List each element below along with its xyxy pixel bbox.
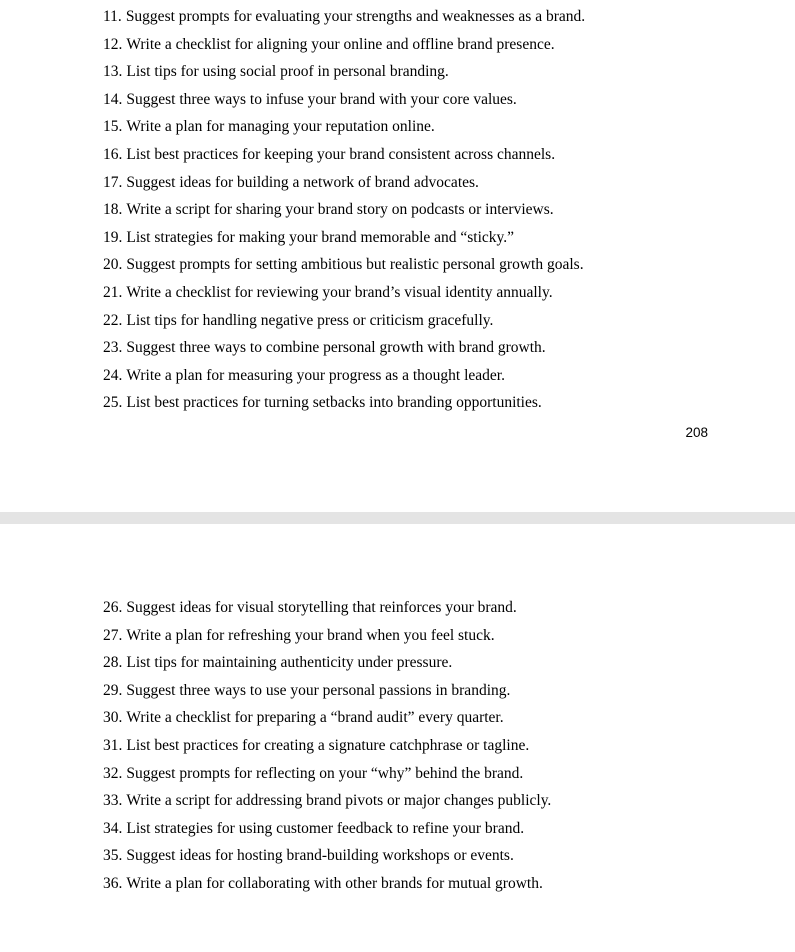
list-item-text: Suggest three ways to use your personal passions in branding. xyxy=(126,681,511,699)
list-item xyxy=(0,196,795,224)
list-item-text: List tips for maintaining authenticity under pressure. xyxy=(126,654,453,672)
list-item-number: 32. xyxy=(103,764,123,782)
list-item xyxy=(0,870,795,898)
list-item-text: List best practices for keeping your brand consistent across channels. xyxy=(126,145,556,163)
list-item-text: Write a plan for collaborating with other brands for mutual growth. xyxy=(126,874,543,892)
page-number: 208 xyxy=(685,425,708,440)
list-item xyxy=(0,86,795,114)
page-separator xyxy=(0,512,795,524)
list-item-text: List strategies for making your brand memorable and “sticky.” xyxy=(126,228,515,246)
list-item-text: Suggest prompts for reflecting on your “why” behind the brand. xyxy=(126,764,524,782)
list-item xyxy=(0,677,795,705)
page-2 xyxy=(0,524,795,940)
list-item xyxy=(0,732,795,760)
list-item xyxy=(0,704,795,732)
prompt-list-page-1 xyxy=(0,0,795,417)
list-item xyxy=(0,251,795,279)
list-item-number: 26. xyxy=(103,599,123,616)
list-item-text: Write a plan for managing your reputation online. xyxy=(126,118,435,136)
list-item xyxy=(0,141,795,169)
list-item-number: 24. xyxy=(103,366,123,384)
list-item-text: Write a plan for refreshing your brand when you feel stuck. xyxy=(126,626,495,644)
list-item-text: Write a checklist for aligning your online and offline brand presence. xyxy=(126,35,555,53)
list-item-number: 17. xyxy=(103,173,123,191)
list-item xyxy=(0,760,795,788)
list-item-number: 30. xyxy=(103,709,123,727)
list-item-number: 29. xyxy=(103,681,123,699)
list-item-number: 35. xyxy=(103,847,123,865)
list-item-text: List best practices for turning setbacks into branding opportunities. xyxy=(126,394,542,412)
list-item-number: 22. xyxy=(103,311,123,329)
list-item xyxy=(0,58,795,86)
list-item-number: 21. xyxy=(103,283,123,301)
list-item xyxy=(0,842,795,870)
list-item-text: Suggest ideas for building a network of brand advocates. xyxy=(126,173,479,191)
list-item xyxy=(0,594,795,622)
list-item-text: Suggest three ways to infuse your brand with your core values. xyxy=(126,90,517,108)
list-item xyxy=(0,787,795,815)
list-item-number: 31. xyxy=(103,736,123,754)
list-item-number: 19. xyxy=(103,228,123,246)
list-item xyxy=(0,334,795,362)
list-item xyxy=(0,31,795,59)
list-item xyxy=(0,279,795,307)
list-item-number: 15. xyxy=(103,118,123,136)
list-item-text: Suggest three ways to combine personal growth with brand growth. xyxy=(126,339,546,357)
list-item-number: 36. xyxy=(103,874,123,892)
list-item-text: List best practices for creating a signature catchphrase or tagline. xyxy=(126,736,530,754)
list-item-text: Write a script for addressing brand pivots or major changes publicly. xyxy=(126,792,552,810)
list-item xyxy=(0,307,795,335)
list-item-text: Suggest ideas for hosting brand-building workshops or events. xyxy=(126,847,514,865)
list-item-text: Write a script for sharing your brand story on podcasts or interviews. xyxy=(126,201,554,219)
list-item xyxy=(0,224,795,252)
list-item-number: 33. xyxy=(103,792,123,810)
list-item-text: Write a plan for measuring your progress as a thought leader. xyxy=(126,366,505,384)
list-item xyxy=(0,362,795,390)
list-item-number: 23. xyxy=(103,339,123,357)
list-item-text: List tips for handling negative press or criticism gracefully. xyxy=(126,311,494,329)
list-item-number: 20. xyxy=(103,256,123,274)
list-item-number: 12. xyxy=(103,35,123,53)
list-item-number: 16. xyxy=(103,145,123,163)
list-item-text: Write a checklist for reviewing your brand’s visual identity annually. xyxy=(126,283,553,301)
list-item xyxy=(0,389,795,417)
list-item xyxy=(0,113,795,141)
list-item-number: 13. xyxy=(103,63,123,81)
list-item-text: Suggest prompts for setting ambitious but realistic personal growth goals. xyxy=(126,256,584,274)
list-item-number: 34. xyxy=(103,819,123,837)
list-item-text: Suggest ideas for visual storytelling that reinforces your brand. xyxy=(126,599,517,616)
list-item-number: 28. xyxy=(103,654,123,672)
list-item xyxy=(0,169,795,197)
list-item xyxy=(0,622,795,650)
prompt-list-page-2 xyxy=(0,524,795,898)
list-item-number: 25. xyxy=(103,394,123,412)
list-item-text: List strategies for using customer feedback to refine your brand. xyxy=(126,819,525,837)
list-item-text: Write a checklist for preparing a “brand audit” every quarter. xyxy=(126,709,504,727)
list-item-text: List tips for using social proof in personal branding. xyxy=(126,63,449,81)
list-item xyxy=(0,815,795,843)
list-item-number: 27. xyxy=(103,626,123,644)
list-item-number: 18. xyxy=(103,201,123,219)
list-item-text: Suggest prompts for evaluating your strengths and weaknesses as a brand. xyxy=(125,8,586,25)
list-item xyxy=(0,649,795,677)
list-item xyxy=(0,3,795,31)
list-item-number: 14. xyxy=(103,90,123,108)
list-item-number: 11. xyxy=(103,8,122,25)
